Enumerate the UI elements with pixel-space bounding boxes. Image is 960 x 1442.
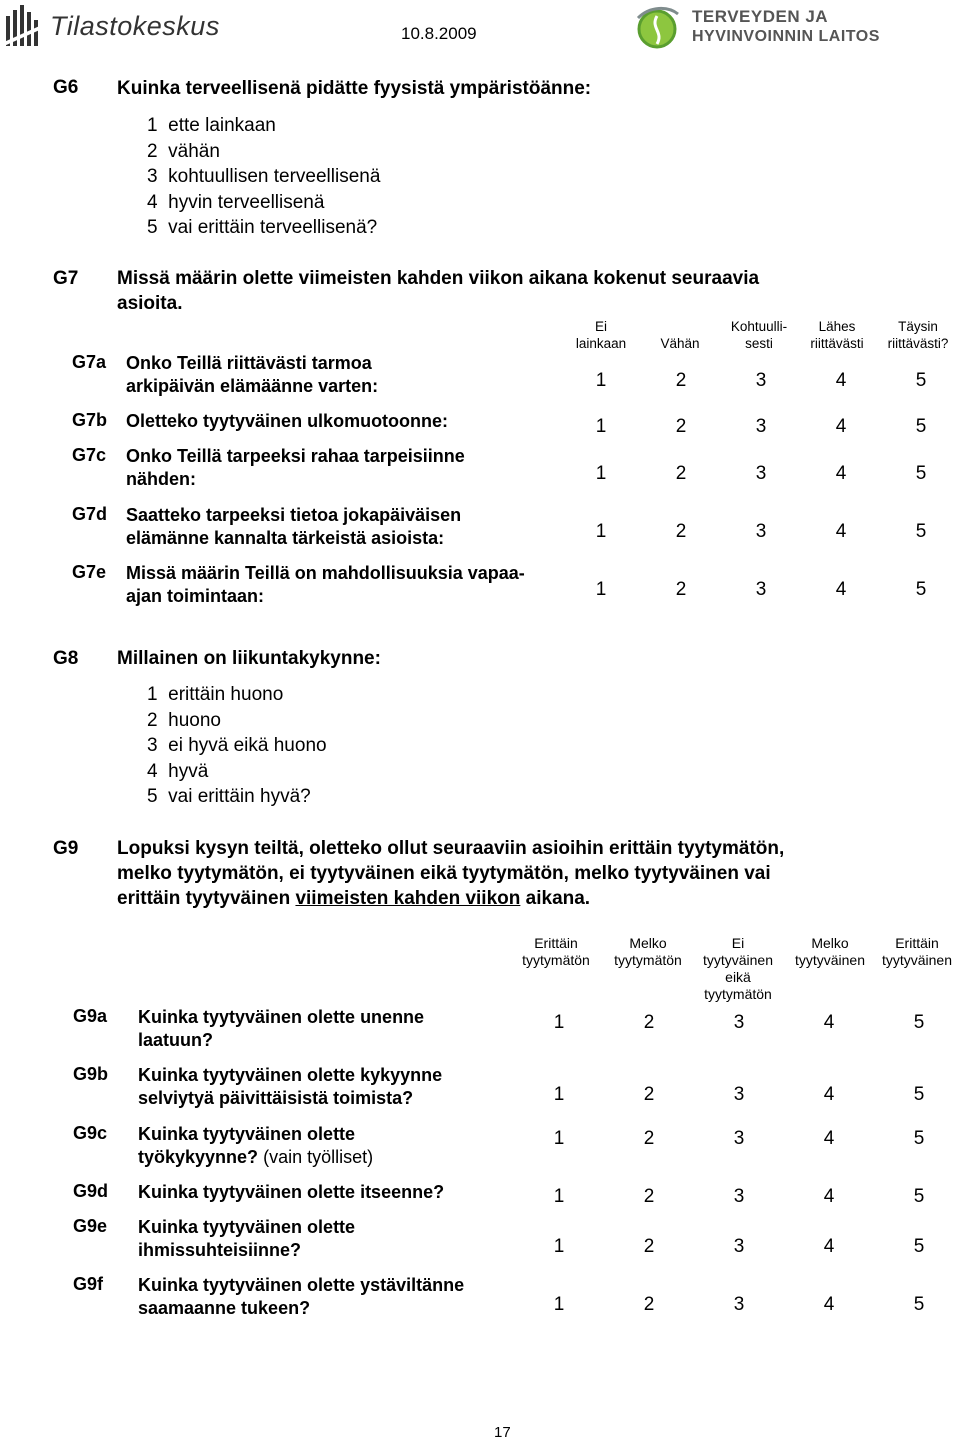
g9c-scale-5[interactable]: 5: [913, 1128, 925, 1149]
g6-option-4: 4 hyvin terveellisenä: [147, 191, 325, 213]
g7b-text: Oletteko tyytyväinen ulkomuotoonne:: [126, 411, 449, 431]
g9c-code: G9c: [73, 1123, 108, 1143]
g8-question: Millainen on liikuntakykynne:: [117, 648, 381, 669]
g7a-text: Onko Teillä riittävästi tarmoa arkipäivän elämäänne varten:: [126, 353, 379, 396]
g6-option-2: 2 vähän: [147, 140, 220, 162]
g9d-scale-3[interactable]: 3: [733, 1186, 745, 1207]
g9a-text: Kuinka tyytyväinen olette unenne laatuun?: [138, 1007, 425, 1050]
g7a-scale: [561, 370, 960, 392]
tilastokeskus-logo: [4, 2, 220, 50]
page-number: 17: [494, 1424, 511, 1441]
g9f-scale-1[interactable]: 1: [553, 1294, 565, 1315]
g9d-scale-1[interactable]: 1: [553, 1186, 565, 1207]
g9d-code: G9d: [73, 1181, 109, 1201]
g8-option-1: 1 erittäin huono: [147, 684, 284, 705]
g7d-scale-4[interactable]: 4: [835, 521, 847, 542]
g7-header-col1: Ei lainkaan: [575, 319, 627, 351]
g7d-scale: [561, 521, 960, 543]
g7a-scale-1[interactable]: 1: [595, 370, 607, 391]
g7d-scale-5[interactable]: 5: [915, 521, 927, 542]
g9e-scale-5[interactable]: 5: [913, 1236, 925, 1257]
g9a-scale-5[interactable]: 5: [913, 1012, 925, 1033]
g7b-scale: [561, 416, 960, 438]
g7e-text: Missä määrin Teillä on mahdollisuuksia vapaa-ajan toimintaan:: [126, 563, 525, 606]
g9e-text: Kuinka tyytyväinen olette ihmissuhteisiinne?: [138, 1217, 356, 1260]
g9-header-col1: Erittäin tyytymätön: [522, 935, 590, 968]
g7d-text: Saatteko tarpeeksi tietoa jokapäiväisen elämänne kannalta tärkeistä asioista:: [126, 505, 462, 548]
g7c-scale-2[interactable]: 2: [675, 463, 687, 484]
g7-header-col4: Lähes riittävästi: [810, 319, 864, 351]
g9e-scale: [514, 1236, 960, 1258]
g9d-scale: [514, 1186, 960, 1208]
g9d-scale-4[interactable]: 4: [823, 1186, 835, 1207]
g9e-scale-2[interactable]: 2: [643, 1236, 655, 1257]
g9-header-col3: Ei tyytyväinen eikä tyytymätön: [702, 935, 774, 1002]
g9f-scale-3[interactable]: 3: [733, 1294, 745, 1315]
g9-question-line3: erittäin tyytyväinen viimeisten kahden viikon aikana.: [117, 888, 591, 909]
g9c-scale-2[interactable]: 2: [643, 1128, 655, 1149]
g7d-scale-2[interactable]: 2: [675, 521, 687, 542]
g9d-text: Kuinka tyytyväinen olette itseenne?: [138, 1182, 445, 1202]
g7b-scale-1[interactable]: 1: [595, 416, 607, 437]
g8-option-5: 5 vai erittäin hyvä?: [147, 786, 311, 807]
g9a-scale-1[interactable]: 1: [553, 1012, 565, 1033]
g9e-scale-3[interactable]: 3: [733, 1236, 745, 1257]
g9b-scale-5[interactable]: 5: [913, 1084, 925, 1105]
thl-logo-line1: TERVEYDEN JA: [692, 7, 829, 26]
g7c-scale-4[interactable]: 4: [835, 463, 847, 484]
g7b-scale-2[interactable]: 2: [675, 416, 687, 437]
g9c-note: (vain työlliset): [263, 1147, 374, 1167]
g9-question-line1: Lopuksi kysyn teiltä, oletteko ollut seuraaviin asioihin erittäin tyytymätön,: [117, 838, 785, 859]
g9f-scale: [514, 1294, 960, 1316]
g9-question-underline: viimeisten kahden viikon: [295, 888, 521, 909]
g8-code: G8: [53, 648, 79, 669]
g7-question-line2: asioita.: [117, 293, 183, 314]
g7e-scale-3[interactable]: 3: [755, 579, 767, 600]
g7c-scale-1[interactable]: 1: [595, 463, 607, 484]
g9d-scale-2[interactable]: 2: [643, 1186, 655, 1207]
g9c-text: Kuinka tyytyväinen olette työkykyynne? (vain työlliset): [138, 1124, 374, 1167]
g9c-scale-4[interactable]: 4: [823, 1128, 835, 1149]
g7a-scale-3[interactable]: 3: [755, 370, 767, 391]
g6-option-3: 3 kohtuullisen terveellisenä: [147, 166, 381, 187]
g9b-scale-3[interactable]: 3: [733, 1084, 745, 1105]
g9b-text: Kuinka tyytyväinen olette kykyynne selviytyä päivittäisistä toimista?: [138, 1065, 443, 1108]
g6-options: [147, 113, 380, 241]
g6-option-5: 5 vai erittäin terveellisenä?: [147, 217, 378, 238]
g7e-scale-4[interactable]: 4: [835, 579, 847, 600]
g9f-scale-5[interactable]: 5: [913, 1294, 925, 1315]
g9f-text: Kuinka tyytyväinen olette ystäviltänne saamaanne tukeen?: [138, 1275, 465, 1318]
g7c-scale-3[interactable]: 3: [755, 463, 767, 484]
g9c-scale: [514, 1128, 960, 1150]
g9d-scale-5[interactable]: 5: [913, 1186, 925, 1207]
g9a-scale-2[interactable]: 2: [643, 1012, 655, 1033]
g9b-scale: [514, 1084, 960, 1106]
g9-header-col4: Melko tyytyväinen: [794, 935, 866, 968]
g7-header-col5: Täysin riittävästi?: [887, 319, 949, 351]
g9b-scale-4[interactable]: 4: [823, 1084, 835, 1105]
tilastokeskus-logo-text: Tilastokeskus: [50, 10, 220, 41]
g9b-scale-2[interactable]: 2: [643, 1084, 655, 1105]
g7-header-col2: Vähän: [660, 336, 700, 351]
g9b-code: G9b: [73, 1064, 109, 1084]
g7a-scale-2[interactable]: 2: [675, 370, 687, 391]
g9c-scale-1[interactable]: 1: [553, 1128, 565, 1149]
g7b-scale-3[interactable]: 3: [755, 416, 767, 437]
document-date: 10.8.2009: [401, 24, 477, 43]
g7d-code: G7d: [72, 504, 108, 524]
g7a-scale-5[interactable]: 5: [915, 370, 927, 391]
g7b-scale-4[interactable]: 4: [835, 416, 847, 437]
g7e-code: G7e: [72, 562, 107, 582]
g6-option-1: 1 ette lainkaan: [147, 115, 276, 136]
g8-option-3: 3 ei hyvä eikä huono: [147, 735, 327, 756]
g9b-scale-1[interactable]: 1: [553, 1084, 565, 1105]
tilastokeskus-logo-mark-icon: [4, 2, 46, 50]
g7d-scale-1[interactable]: 1: [595, 521, 607, 542]
g7d-scale-3[interactable]: 3: [755, 521, 767, 542]
thl-logo-line2: HYVINVOINNIN LAITOS: [692, 28, 880, 45]
g9a-scale: [514, 1012, 960, 1034]
g8-option-2: 2 huono: [147, 709, 221, 731]
g9e-scale-4[interactable]: 4: [823, 1236, 835, 1257]
g7e-scale-1[interactable]: 1: [595, 579, 607, 600]
g7c-text: Onko Teillä tarpeeksi rahaa tarpeisiinne nähden:: [126, 446, 465, 489]
g6-code: G6: [53, 77, 79, 98]
g7-code: G7: [53, 268, 79, 289]
g7b-scale-5[interactable]: 5: [915, 416, 927, 437]
g9a-scale-3[interactable]: 3: [733, 1012, 745, 1033]
g7a-scale-4[interactable]: 4: [835, 370, 847, 391]
g9-code: G9: [53, 838, 79, 859]
g9f-scale-4[interactable]: 4: [823, 1294, 835, 1315]
g7a-code: G7a: [72, 352, 107, 372]
g6-question: Kuinka terveellisenä pidätte fyysistä ympäristöänne:: [117, 78, 592, 99]
g7e-scale-2[interactable]: 2: [675, 579, 687, 600]
g7-header-col3: Kohtuulli- sesti: [730, 319, 788, 351]
g9c-scale-3[interactable]: 3: [733, 1128, 745, 1149]
g7e-scale: [561, 579, 960, 601]
g9e-scale-1[interactable]: 1: [553, 1236, 565, 1257]
g9-question-line2: melko tyytymätön, ei tyytyväinen eikä tyytymätön, melko tyytyväinen vai: [117, 863, 771, 884]
thl-logo: [630, 4, 880, 50]
g7b-code: G7b: [72, 410, 108, 430]
g9a-code: G9a: [73, 1006, 108, 1026]
g7c-code: G7c: [72, 445, 107, 465]
g8-option-4: 4 hyvä: [147, 760, 209, 782]
g9-header-col2: Melko tyytymätön: [614, 935, 682, 968]
thl-logo-leaf-icon: [630, 4, 684, 50]
g9f-scale-2[interactable]: 2: [643, 1294, 655, 1315]
g7c-scale: [561, 463, 960, 485]
g8-options: [147, 682, 327, 810]
g9f-code: G9f: [73, 1274, 104, 1294]
g7-question-line1: Missä määrin olette viimeisten kahden viikon aikana kokenut seuraavia: [117, 268, 760, 289]
g7c-scale-5[interactable]: 5: [915, 463, 927, 484]
g7e-scale-5[interactable]: 5: [915, 579, 927, 600]
g9e-code: G9e: [73, 1216, 108, 1236]
g9a-scale-4[interactable]: 4: [823, 1012, 835, 1033]
g9-header-col5: Erittäin tyytyväinen: [881, 935, 953, 968]
